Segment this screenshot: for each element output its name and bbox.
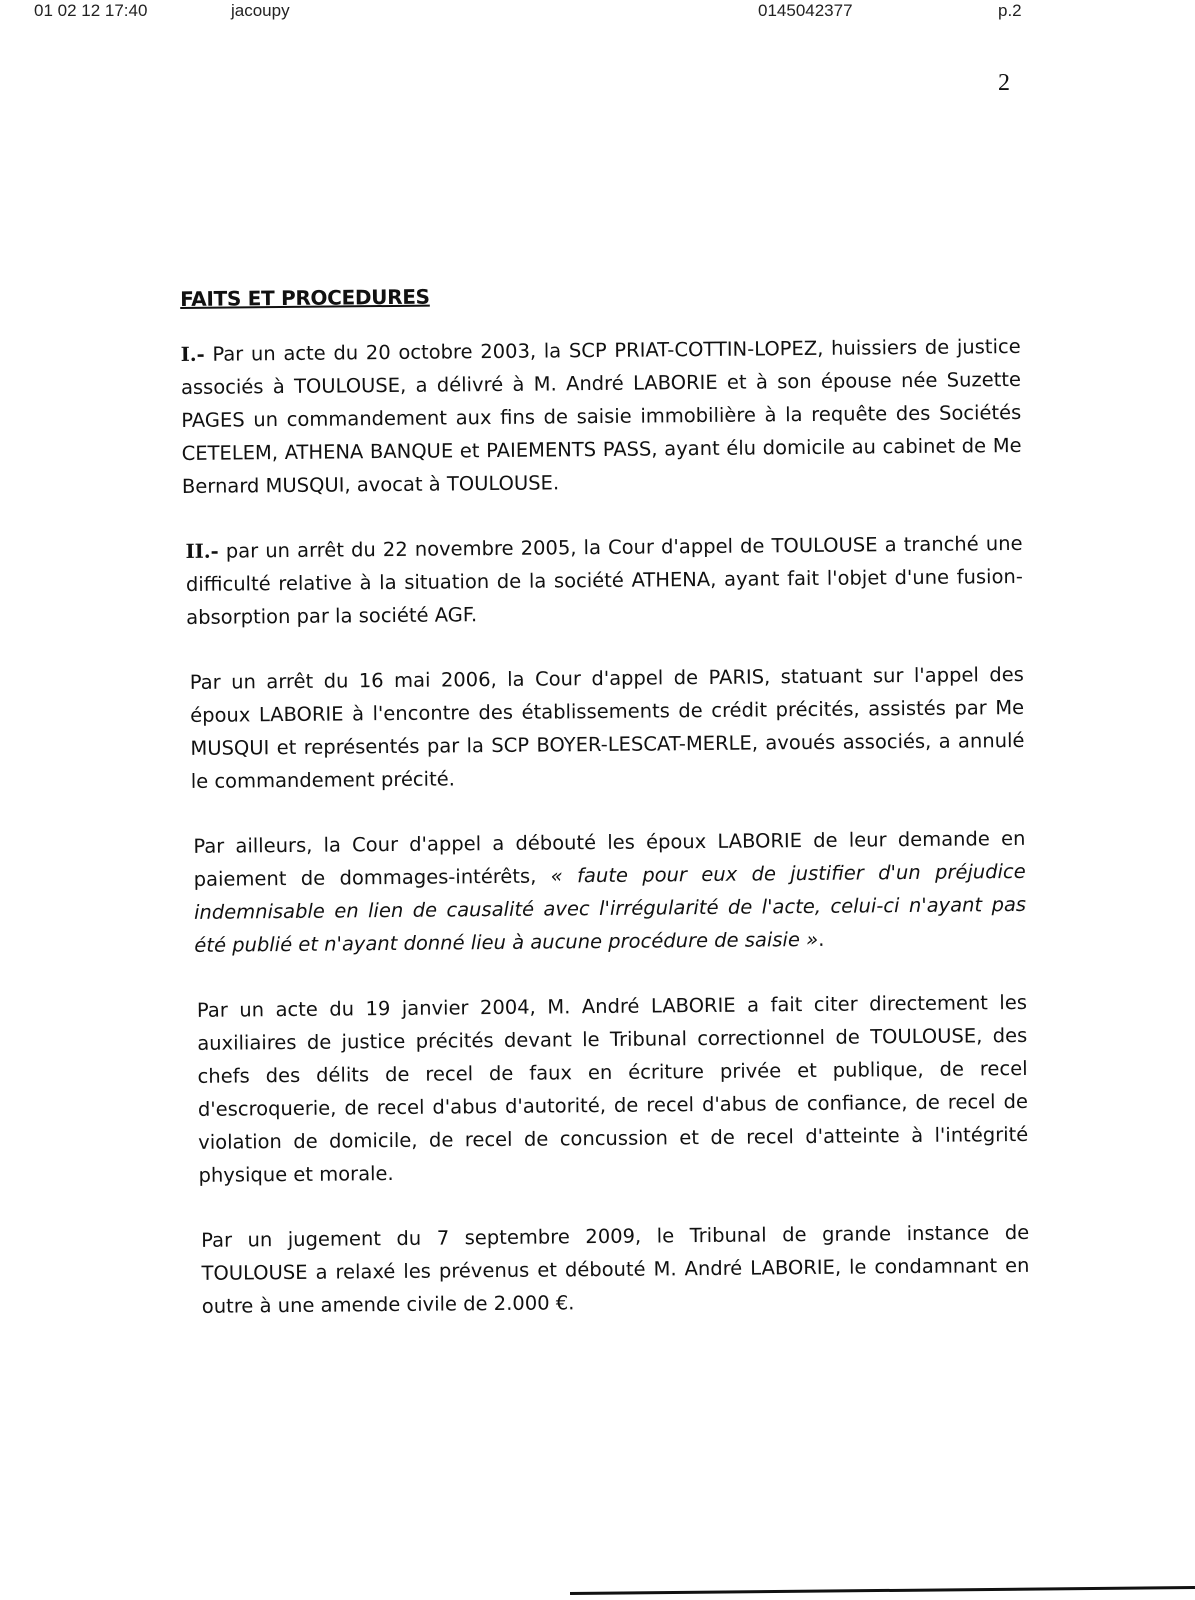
fax-sender: jacoupy	[231, 1, 290, 20]
paragraph-text: Par un acte du 20 octobre 2003, la SCP PRIAT-COTTIN-LOPEZ, huissiers de justice associés à TOULOUSE, a délivré à M. André LABORIE et à son épouse née Suzette PAGES un commandement aux fins de saisie immobilière à la requête des Sociétés CETELEM, ATHENA BANQUE et PAIEMENTS PASS, ayant élu domicile au cabinet de Me Bernard MUSQUI, avocat à TOULOUSE.	[180, 334, 1022, 498]
fax-datetime: 01 02 12 17:40	[34, 1, 148, 20]
paragraph-number: II.-	[185, 539, 219, 563]
fax-header	[0, 0, 1195, 30]
fax-phone: 0145042377	[758, 1, 853, 20]
paragraph-3	[190, 658, 1025, 798]
paragraph-5	[197, 986, 1029, 1192]
page-number: 2	[998, 70, 1010, 96]
paragraph-text: Par un acte du 19 janvier 2004, M. André LABORIE a fait citer directement les auxiliaires de justice précités devant le Tribunal correctionnel de TOULOUSE, des chefs des délits de recel de faux en écriture privée et publique, de recel d'escroquerie, de recel d'abus d'autorité, de recel d'abus de confiance, de recel de violation de domicile, de recel de concussion et de recel d'atteinte à l'intégrité physique et morale.	[196, 990, 1029, 1187]
scan-edge-line	[570, 1586, 1195, 1595]
paragraph-text: Par un jugement du 7 septembre 2009, le Tribunal de grande instance de TOULOUSE a relaxé les prévenus et débouté M. André LABORIE, le condamnant en outre à une amende civile de 2.000 €.	[201, 1220, 1030, 1318]
section-title: FAITS ET PROCEDURES	[180, 284, 430, 311]
paragraph-number: I.-	[180, 342, 205, 366]
paragraph-text: Par un arrêt du 16 mai 2006, la Cour d'appel de PARIS, statuant sur l'appel des époux LABORIE à l'encontre des établissements de crédit précités, assistés par Me MUSQUI et représentés par la SCP BOYER-LESCAT-MERLE, avoués associés, a annulé le commandement précité.	[189, 662, 1025, 793]
paragraph-text: Par ailleurs, la Cour d'appel a débouté les époux LABORIE de leur demande en paiement de dommages-intérêts,	[193, 826, 1026, 891]
paragraph-1	[181, 330, 1023, 503]
paragraph-6	[201, 1216, 1030, 1323]
paragraph-text: par un arrêt du 22 novembre 2005, la Cour d'appel de TOULOUSE a tranché une difficulté relative à la situation de la société ATHENA, ayant fait l'objet d'une fusion-absorption par la société AGF.	[185, 531, 1023, 629]
fax-page: p.2	[998, 1, 1022, 20]
court-quote: « faute pour eux de justifier d'un préjudice indemnisable en lien de causalité avec l'irrégularité de l'acte, celui-ci n'ayant pas été publié et n'ayant donné lieu à aucune procédure de saisie »	[193, 859, 1027, 957]
paragraph-4	[193, 822, 1026, 962]
paragraph-text-end: .	[818, 927, 825, 951]
paragraph-2	[185, 527, 1023, 634]
document-body	[180, 275, 1030, 1355]
